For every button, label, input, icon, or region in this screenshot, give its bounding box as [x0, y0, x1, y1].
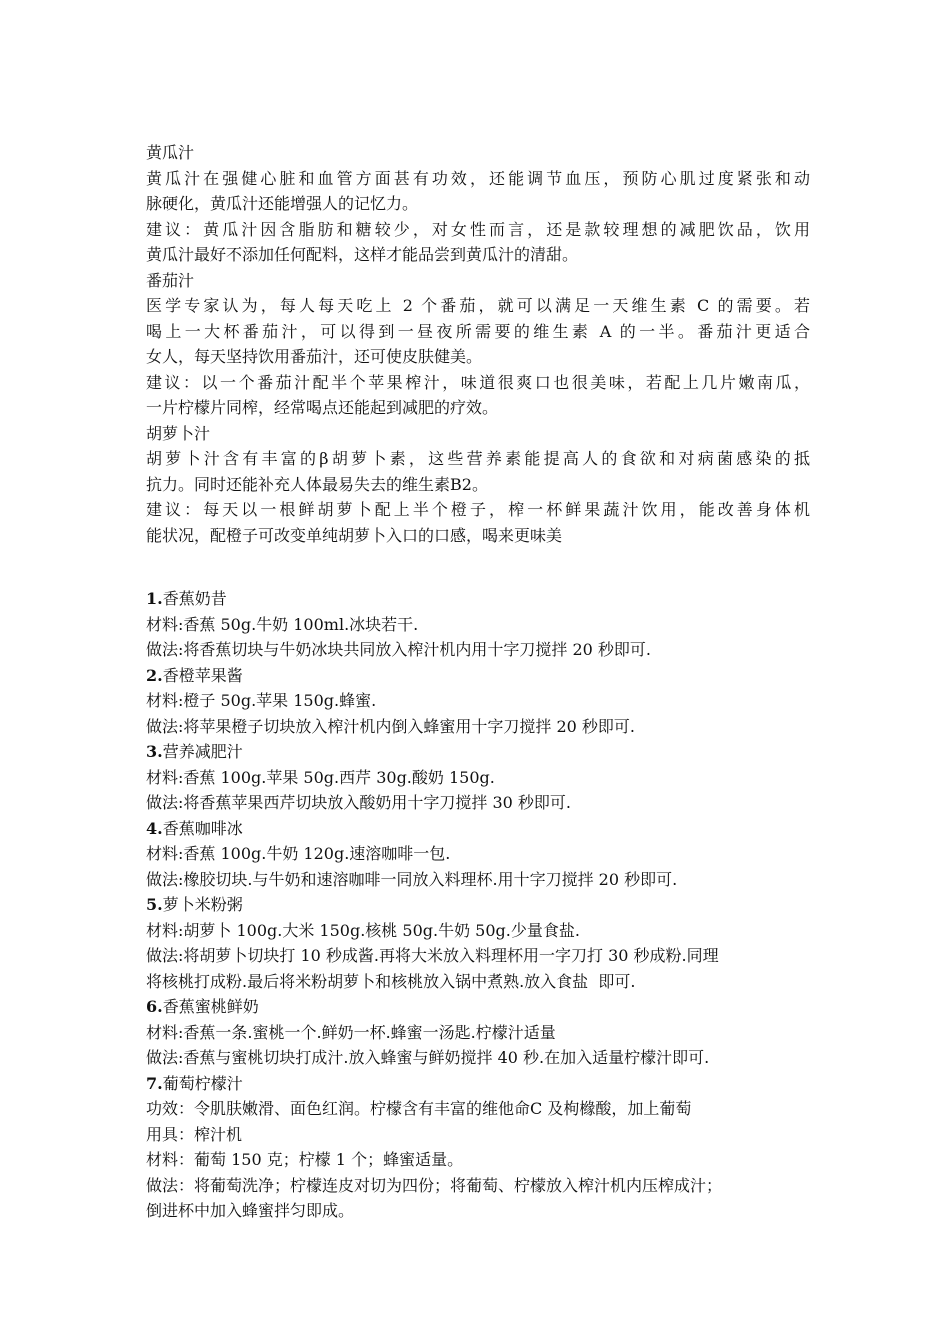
- recipe-line: 功效：令肌肤嫩滑、面色红润。柠檬含有丰富的维他命C 及枸橼酸，加上葡萄: [146, 1099, 692, 1118]
- recipe-line: 用具：榨汁机: [146, 1124, 243, 1144]
- paragraph-line: 建议：以一个番茄汁配半个苹果榨汁，味道很爽口也很美味，若配上几片嫩南瓜，: [146, 372, 810, 392]
- section-title-carrot: 胡萝卜汁: [146, 423, 211, 443]
- recipe-number: 6.: [146, 997, 163, 1016]
- recipe-name: 香蕉奶昔: [162, 589, 227, 608]
- paragraph-line: 女人，每天坚持饮用番茄汁，还可使皮肤健美。: [146, 347, 483, 366]
- paragraph-line: 脉硬化，黄瓜汁还能增强人的记忆力。: [146, 194, 419, 213]
- recipe-line: 做法:将香蕉切块与牛奶冰块共同放入榨汁机内用十字刀搅拌 20 秒即可.: [146, 640, 652, 659]
- recipe-line: 做法:香蕉与蜜桃切块打成汁.放入蜂蜜与鲜奶搅拌 40 秒.在加入适量柠檬汁即可.: [146, 1048, 710, 1067]
- recipe-line: 做法:将香蕉苹果西芹切块放入酸奶用十字刀搅拌 30 秒即可.: [146, 793, 572, 812]
- recipe-line: 材料:胡萝卜 100g.大米 150g.核桃 50g.牛奶 50g.少量食盐.: [146, 920, 580, 940]
- recipe-title: [146, 892, 810, 918]
- recipe-name: 营养减肥汁: [162, 742, 243, 761]
- paragraph-line: 建议：每天以一根鲜胡萝卜配上半个橙子，榨一杯鲜果蔬汁饮用，能改善身体机: [146, 500, 810, 519]
- recipe-number: 5.: [146, 895, 163, 914]
- recipe-title: [146, 663, 810, 689]
- recipe-line: 材料:橙子 50g.苹果 150g.蜂蜜.: [146, 691, 377, 710]
- paragraph-line: 建议：黄瓜汁因含脂肪和糖较少，对女性而言，还是款较理想的减肥饮品，饮用: [146, 219, 810, 239]
- recipe-number: 3.: [146, 742, 163, 761]
- paragraph-line: 黄瓜汁在强健心脏和血管方面甚有功效，还能调节血压，预防心肌过度紧张和动: [146, 168, 810, 188]
- recipe-line: 材料:香蕉一条.蜜桃一个.鲜奶一杯.蜂蜜一汤匙.柠檬汁适量: [146, 1022, 556, 1042]
- recipe-number: 7.: [146, 1073, 163, 1093]
- recipe-line: 做法:将胡萝卜切块打 10 秒成酱.再将大米放入料理杯用一字刀打 30 秒成粉.同理: [146, 946, 719, 965]
- recipe-list: [146, 586, 810, 1224]
- recipe-line: 做法:橡胶切块.与牛奶和速溶咖啡一同放入料理杯.用十字刀搅拌 20 秒即可.: [146, 869, 678, 889]
- recipe-number: 2.: [146, 665, 163, 685]
- paragraph-line: 医学专家认为，每人每天吃上 2 个番茄，就可以满足一天维生素 C 的需要。若: [146, 296, 810, 315]
- recipe-line: 材料:香蕉 50g.牛奶 100ml.冰块若干.: [146, 614, 419, 634]
- paragraph-line: 一片柠檬片同榨，经常喝点还能起到减肥的疗效。: [146, 398, 499, 417]
- recipe-title: [146, 994, 810, 1020]
- paragraph-line: 抗力。同时还能补充人体最易失去的维生素B2。: [146, 474, 488, 494]
- recipe-name: 香蕉蜜桃鲜奶: [162, 997, 259, 1016]
- paragraph-line: 胡萝卜汁含有丰富的β胡萝卜素，这些营养素能提高人的食欲和对病菌感染的抵: [146, 449, 810, 468]
- section-spacer: [146, 548, 810, 586]
- recipe-line: 材料：葡萄 150 克；柠檬 1 个；蜂蜜适量。: [146, 1150, 464, 1169]
- recipe-line: 做法：将葡萄洗净；柠檬连皮对切为四份；将葡萄、柠檬放入榨汁机内压榨成汁；: [146, 1175, 723, 1195]
- paragraph-line: 能状况，配橙子可改变单纯胡萝卜入口的口感，喝来更味美: [146, 525, 563, 545]
- document-body: [146, 140, 810, 1224]
- paragraph-line: 黄瓜汁最好不添加任何配料，这样才能品尝到黄瓜汁的清甜。: [146, 245, 579, 264]
- recipe-title: [146, 586, 810, 612]
- recipe-line: 倒进杯中加入蜂蜜拌匀即成。: [146, 1201, 355, 1220]
- recipe-line: 材料:香蕉 100g.牛奶 120g.速溶咖啡一包.: [146, 844, 451, 863]
- recipe-number: 4.: [146, 818, 163, 838]
- recipe-number: 1.: [146, 589, 163, 608]
- recipe-name: 香橙苹果酱: [162, 665, 243, 685]
- recipe-line: 材料:香蕉 100g.苹果 50g.西芹 30g.酸奶 150g.: [146, 767, 495, 787]
- recipe-name: 香蕉咖啡冰: [162, 818, 243, 838]
- recipe-name: 葡萄柠檬汁: [162, 1073, 243, 1093]
- recipe-name: 萝卜米粉粥: [162, 895, 243, 914]
- recipe-line: 做法:将苹果橙子切块放入榨汁机内倒入蜂蜜用十字刀搅拌 20 秒即可.: [146, 716, 636, 736]
- paragraph-line: 喝上一大杯番茄汁，可以得到一昼夜所需要的维生素 A 的一半。番茄汁更适合: [146, 321, 810, 341]
- section-title-cucumber: 黄瓜汁: [146, 143, 195, 162]
- section-title-tomato: 番茄汁: [146, 270, 195, 290]
- recipe-title: [146, 739, 810, 765]
- recipe-title: [146, 1071, 810, 1097]
- recipe-title: [146, 816, 810, 842]
- recipe-line: 将核桃打成粉.最后将米粉胡萝卜和核桃放入锅中煮熟.放入食盐 即可.: [146, 971, 636, 991]
